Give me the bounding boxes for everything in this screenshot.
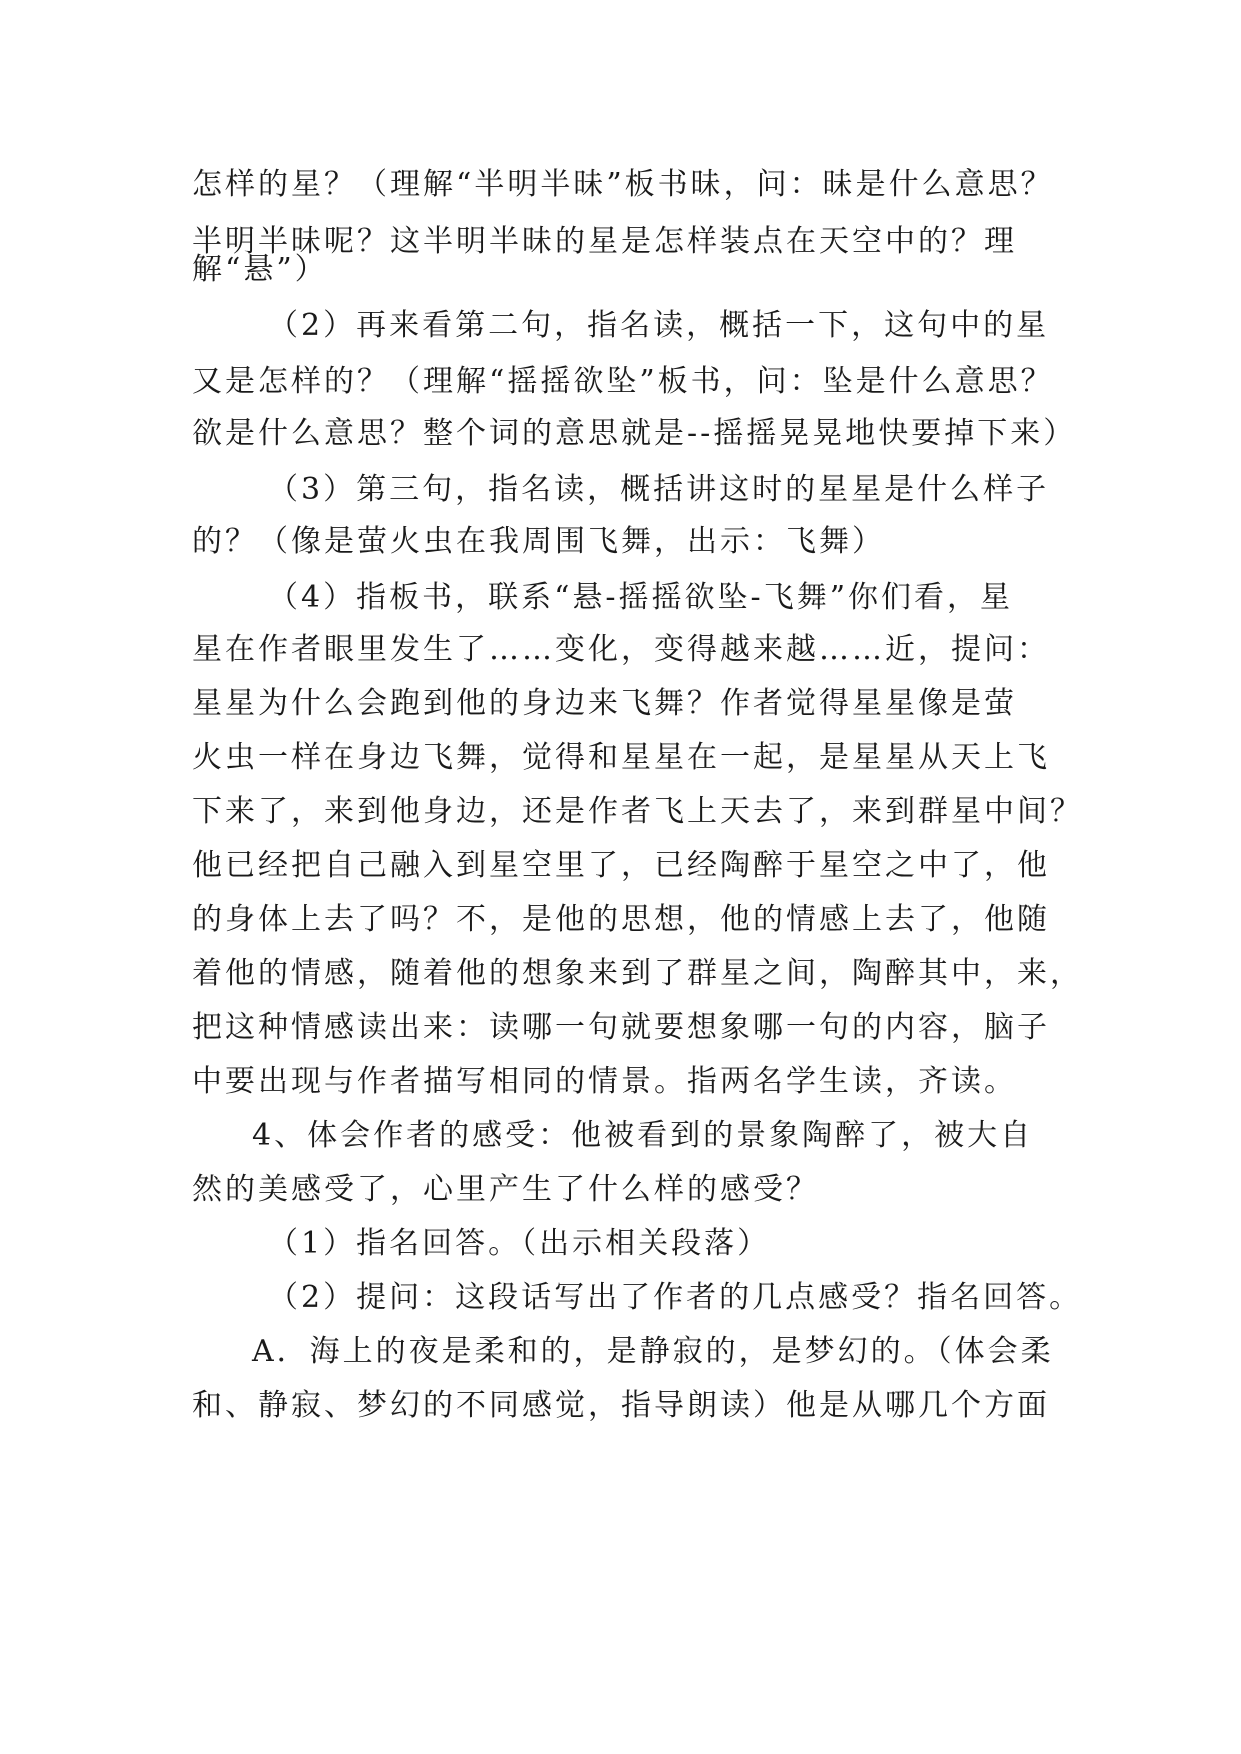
text-line-14: 他已经把自己融入到星空里了，已经陶醉于星空之中了，他 — [192, 848, 1050, 883]
text-line-21: （1）指名回答。（出示相关段落） — [268, 1226, 771, 1261]
text-line-10: 星在作者眼里发生了……变化，变得越来越……近，提问： — [192, 632, 1050, 667]
text-line-17: 把这种情感读出来：读哪一句就要想象哪一句的内容，脑子 — [192, 1010, 1050, 1045]
text-line-20: 然的美感受了，心里产生了什么样的感受？ — [192, 1172, 819, 1207]
text-line-23: A．海上的夜是柔和的，是静寂的，是梦幻的。（体会柔 — [252, 1334, 1054, 1369]
text-line-18: 中要出现与作者描写相同的情景。指两名学生读，齐读。 — [192, 1064, 1017, 1099]
text-line-22: （2）提问：这段话写出了作者的几点感受？指名回答。 — [268, 1280, 1083, 1315]
text-line-19: 4、体会作者的感受：他被看到的景象陶醉了，被大自 — [252, 1118, 1034, 1153]
text-line-12: 火虫一样在身边飞舞，觉得和星星在一起，是星星从天上飞 — [192, 740, 1050, 775]
text-line-11: 星星为什么会跑到他的身边来飞舞？作者觉得星星像是萤 — [192, 686, 1017, 721]
text-line-24: 和、静寂、梦幻的不同感觉，指导朗读）他是从哪几个方面 — [192, 1388, 1050, 1423]
text-line-9: （4）指板书，联系“悬-摇摇欲坠-飞舞”你们看，星 — [268, 580, 1014, 615]
text-line-16: 着他的情感，随着他的想象来到了群星之间，陶醉其中，来， — [192, 956, 1083, 991]
text-line-4: （2）再来看第二句，指名读，概括一下，这句中的星 — [268, 308, 1050, 343]
text-line-2: 半明半昧呢？这半明半昧的星是怎样装点在天空中的？理 — [192, 224, 1017, 259]
text-line-7: （3）第三句，指名读，概括讲这时的星星是什么样子 — [268, 472, 1050, 507]
text-line-5: 又是怎样的？（理解“摇摇欲坠”板书，问：坠是什么意思？ — [192, 364, 1054, 399]
text-line-3: 解“悬”） — [192, 252, 328, 287]
text-line-8: 的？（像是萤火虫在我周围飞舞，出示：飞舞） — [192, 524, 885, 559]
text-line-13: 下来了，来到他身边，还是作者飞上天去了，来到群星中间？ — [192, 794, 1083, 829]
text-line-6: 欲是什么意思？整个词的意思就是--摇摇晃晃地快要掉下来） — [192, 416, 1077, 451]
text-line-1: 怎样的星？（理解“半明半昧”板书昧，问：昧是什么意思？ — [192, 167, 1054, 202]
text-line-15: 的身体上去了吗？不，是他的思想，他的情感上去了，他随 — [192, 902, 1050, 937]
